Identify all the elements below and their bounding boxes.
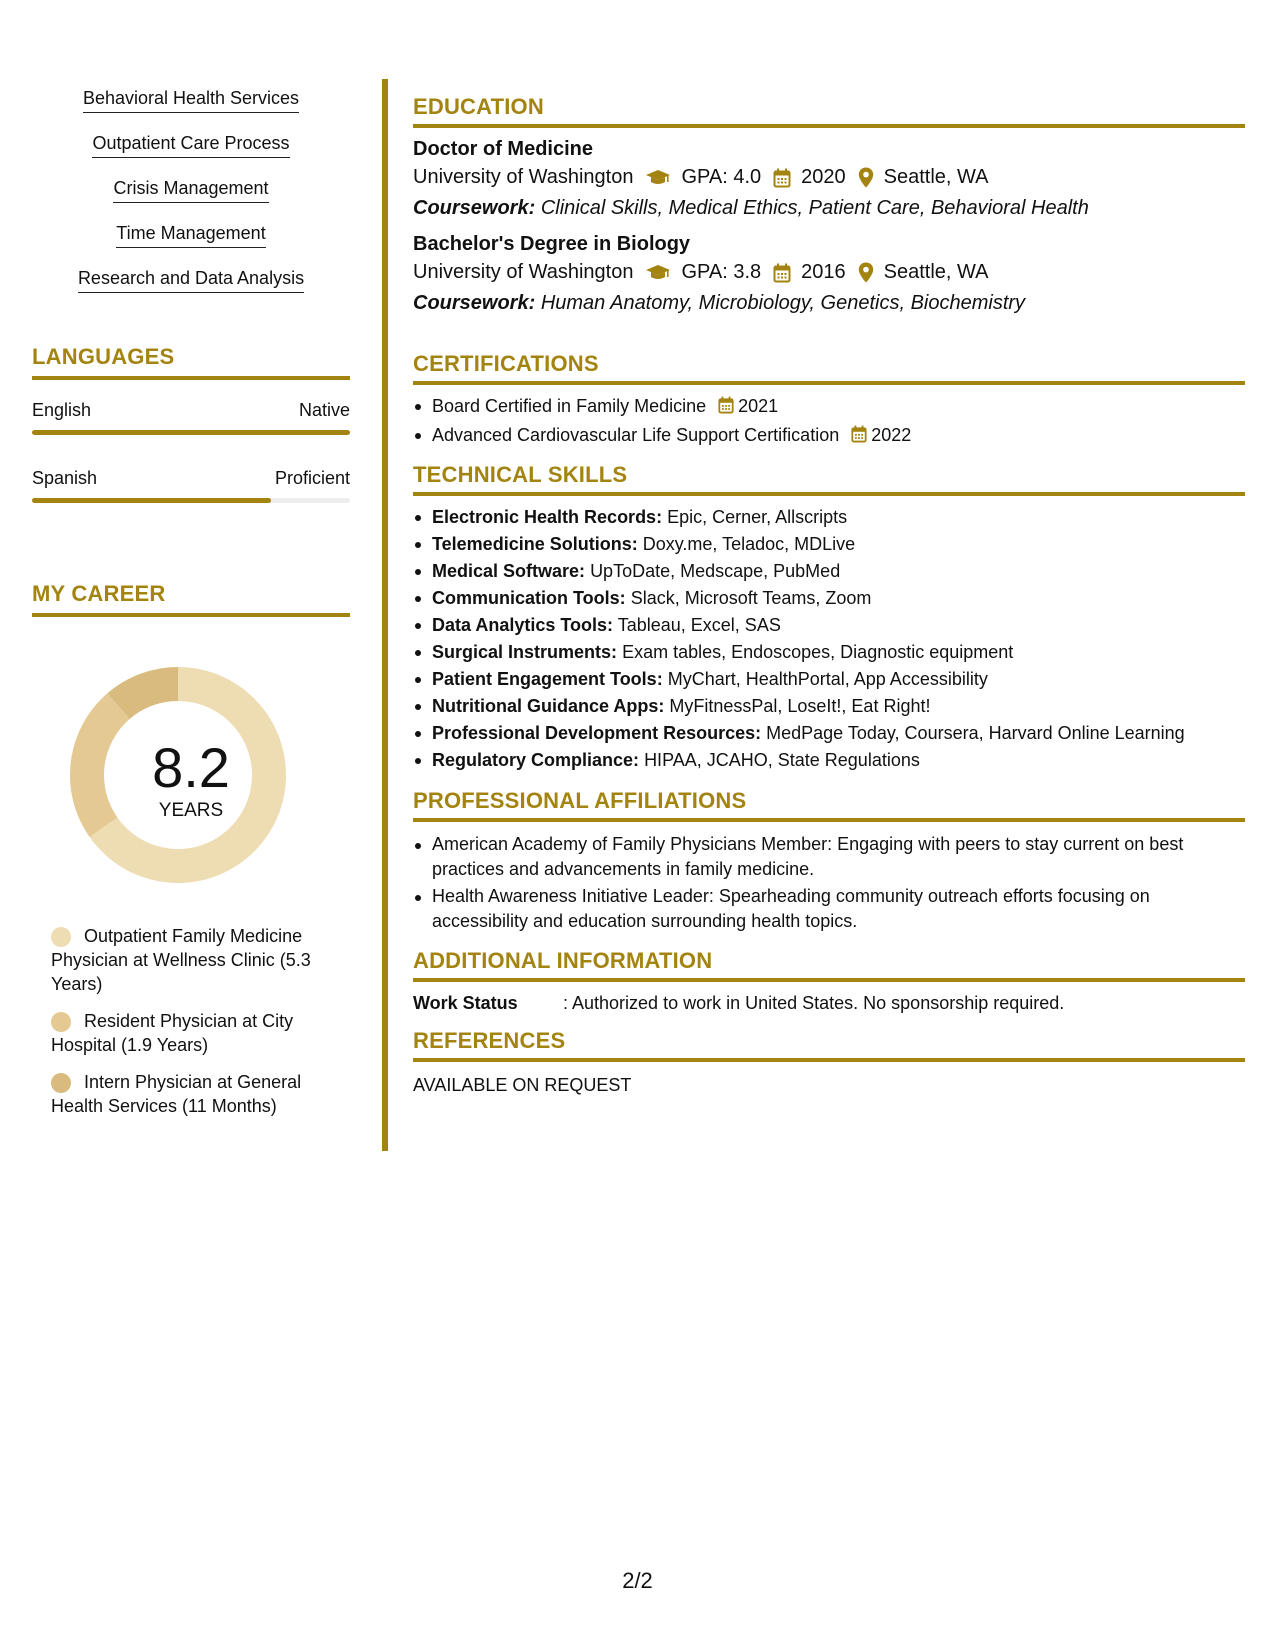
technical-skill-item: Regulatory Compliance: HIPAA, JCAHO, State Regulations: [413, 747, 1245, 774]
technical-skill-item: Data Analytics Tools: Tableau, Excel, SAS: [413, 612, 1245, 639]
calendar-icon: [718, 395, 734, 422]
additional-info-section: [413, 948, 1245, 1016]
certifications-heading: CERTIFICATIONS: [413, 351, 1245, 385]
graduation-year: 2020: [801, 166, 846, 188]
degree-title: Doctor of Medicine: [413, 138, 594, 160]
certifications-list: [413, 393, 1245, 451]
language-bar-fill: [32, 498, 271, 503]
school-location: Seattle, WA: [883, 166, 989, 188]
career-legend-item: Resident Physician at City Hospital (1.9 Years): [51, 1011, 294, 1055]
location-pin-icon: [858, 167, 874, 188]
affiliations-list: [413, 832, 1245, 934]
skill-item: Behavioral Health Services: [32, 87, 350, 132]
coursework: Coursework: Human Anatomy, Microbiology, Genetics, Biochemistry: [413, 292, 1026, 314]
legend-dot: [51, 1012, 71, 1032]
language-english: [32, 400, 350, 435]
degree-title: Bachelor's Degree in Biology: [413, 233, 691, 255]
career-total-unit: YEARS: [158, 800, 224, 821]
education-meta: [413, 162, 1245, 193]
calendar-icon: [773, 263, 791, 283]
skills-list: [32, 87, 350, 312]
affiliations-heading: PROFESSIONAL AFFILIATIONS: [413, 788, 1245, 822]
education-section: [413, 94, 1245, 318]
location-pin-icon: [858, 262, 874, 283]
work-status-label: Work Status: [413, 993, 518, 1013]
language-name: Spanish: [32, 468, 98, 488]
gpa: GPA: 4.0: [681, 166, 762, 188]
school-name: University of Washington: [413, 166, 634, 188]
certification-item: Board Certified in Family Medicine 2021: [413, 393, 1245, 422]
work-status-value: : Authorized to work in United States. No sponsorship required.: [563, 993, 1065, 1013]
calendar-icon: [851, 424, 867, 451]
education-meta: [413, 257, 1245, 288]
language-name: English: [32, 400, 92, 420]
affiliation-item: American Academy of Family Physicians Member: Engaging with peers to stay current on best practices and advancements in family medicine.: [413, 832, 1245, 882]
skill-item: Research and Data Analysis: [32, 267, 350, 312]
career-legend-item: Intern Physician at General Health Services (11 Months): [51, 1072, 302, 1116]
technical-skill-item: Communication Tools: Slack, Microsoft Teams, Zoom: [413, 585, 1245, 612]
graduation-year: 2016: [801, 261, 846, 283]
career-total-years: 8.2: [152, 736, 230, 799]
affiliation-item: Health Awareness Initiative Leader: Spearheading community outreach efforts focusing on accessibility and education surrounding health topics.: [413, 884, 1245, 934]
certifications-section: [413, 351, 1245, 451]
career-legend-item: Outpatient Family Medicine Physician at Wellness Clinic (5.3 Years): [51, 926, 311, 994]
legend-dot: [51, 927, 71, 947]
language-bar-fill: [32, 430, 350, 435]
school-name: University of Washington: [413, 261, 634, 283]
technical-skill-item: Professional Development Resources: MedPage Today, Coursera, Harvard Online Learning: [413, 720, 1245, 747]
school-location: Seattle, WA: [883, 261, 989, 283]
references-section: [413, 1028, 1245, 1098]
education-entry: [413, 136, 1245, 223]
page-number: 2/2: [622, 1568, 653, 1593]
legend-dot: [51, 1073, 71, 1093]
work-status-row: [413, 990, 1245, 1016]
skill-item: Time Management: [32, 222, 350, 267]
graduation-cap-icon: [645, 169, 671, 187]
technical-skill-item: Medical Software: UpToDate, Medscape, PubMed: [413, 558, 1245, 585]
technical-skill-item: Nutritional Guidance Apps: MyFitnessPal, LoseIt!, Eat Right!: [413, 693, 1245, 720]
technical-skill-item: Patient Engagement Tools: MyChart, HealthPortal, App Accessibility: [413, 666, 1245, 693]
calendar-icon: [773, 168, 791, 188]
technical-skill-item: Surgical Instruments: Exam tables, Endoscopes, Diagnostic equipment: [413, 639, 1245, 666]
references-text: AVAILABLE ON REQUEST: [413, 1075, 632, 1095]
gpa: GPA: 3.8: [681, 261, 762, 283]
language-bar: [32, 498, 350, 503]
technical-skill-item: Telemedicine Solutions: Doxy.me, Teladoc, MDLive: [413, 531, 1245, 558]
language-level: Native: [298, 400, 350, 420]
language-spanish: [32, 468, 350, 503]
affiliations-section: [413, 788, 1245, 934]
language-bar: [32, 430, 350, 435]
graduation-cap-icon: [645, 264, 671, 282]
technical-skills-heading: TECHNICAL SKILLS: [413, 462, 1245, 496]
certification-year: 2022: [871, 425, 912, 445]
certification-year: 2021: [738, 396, 779, 416]
certification-item: Advanced Cardiovascular Life Support Certification 2022: [413, 422, 1245, 451]
coursework: Coursework: Clinical Skills, Medical Ethics, Patient Care, Behavioral Health: [413, 197, 1089, 219]
references-heading: REFERENCES: [413, 1028, 1245, 1062]
career-legend: [51, 924, 341, 1131]
technical-skill-item: Electronic Health Records: Epic, Cerner, Allscripts: [413, 504, 1245, 531]
career-heading: MY CAREER: [32, 581, 350, 617]
languages-heading: LANGUAGES: [32, 344, 350, 380]
skill-item: Crisis Management: [32, 177, 350, 222]
technical-skills-list: [413, 504, 1245, 774]
column-divider: [382, 79, 388, 1151]
technical-skills-section: [413, 462, 1245, 774]
language-level: Proficient: [274, 468, 350, 488]
skill-item: Outpatient Care Process: [32, 132, 350, 177]
education-heading: EDUCATION: [413, 94, 1245, 128]
education-entry: [413, 231, 1245, 318]
additional-info-heading: ADDITIONAL INFORMATION: [413, 948, 1245, 982]
